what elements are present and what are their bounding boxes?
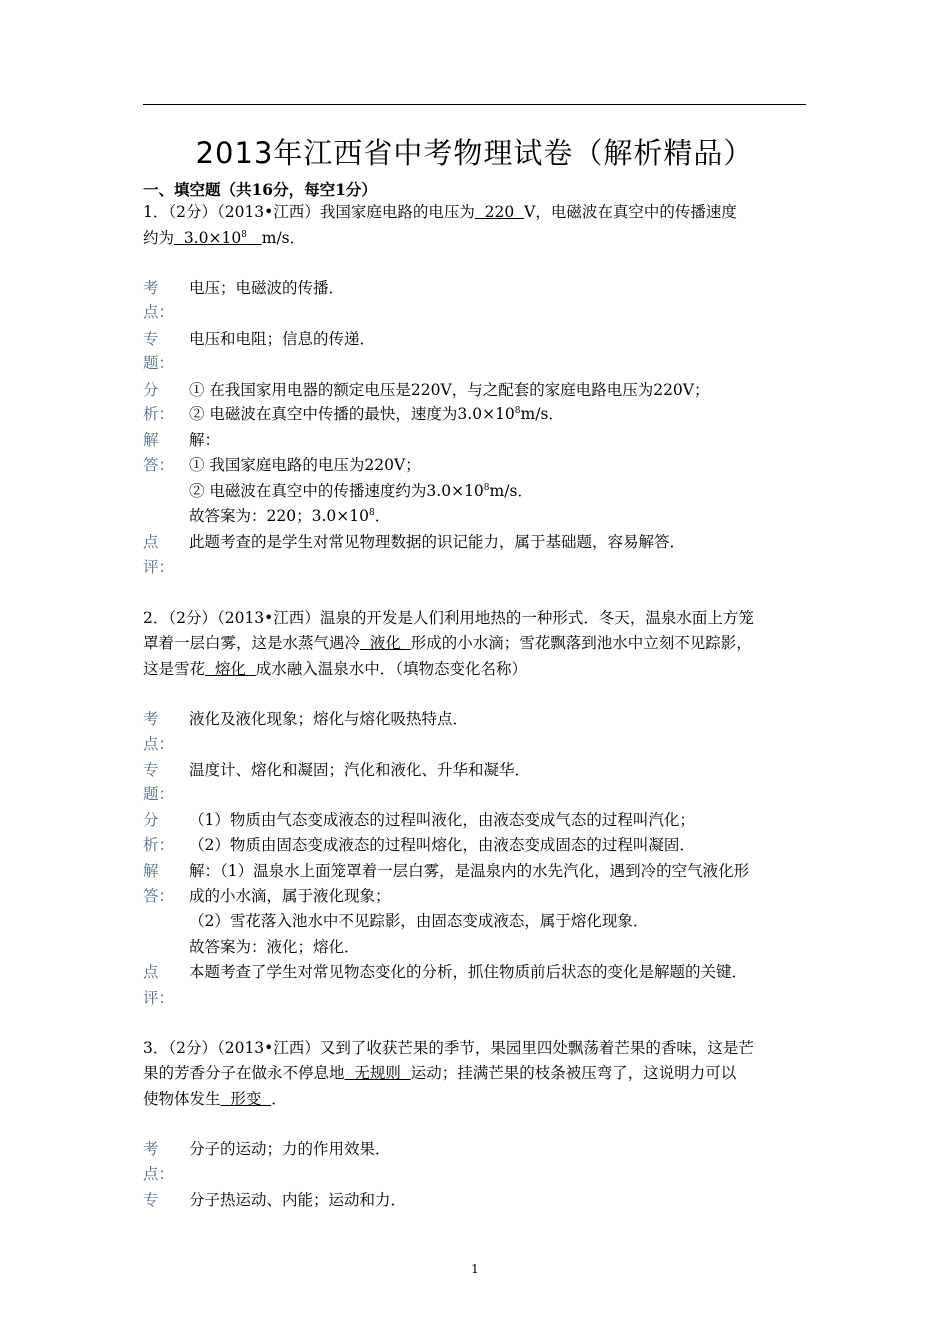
q2-answer-2: 熔化	[205, 660, 256, 678]
q2-kaodian: 液化及液化现象；熔化与熔化吸热特点．	[189, 710, 469, 728]
q2-label-jie: 解	[143, 862, 159, 880]
q2-stem-line2: 罩着一层白雾，这是水蒸气遇冷 液化 形成的小水滴；雪花飘落到池水中立刻不见踪影，	[143, 634, 752, 652]
q2-label-zhuan: 专	[143, 761, 159, 779]
q3-label-kao: 考	[143, 1140, 159, 1158]
q2-jieda-1: 解：（1）温泉水上面笼罩着一层白雾，是温泉内的水先汽化，遇到冷的空气液化形	[189, 862, 750, 880]
q1-label-dian: 点：	[143, 303, 175, 321]
q2-answer-1: 液化	[360, 634, 411, 652]
q1-stem-line2: 约为 $3.0\times 10^8$ m/s．	[143, 229, 306, 247]
q1-label-kao: 考	[143, 279, 159, 297]
q2-label-ti: 题：	[143, 785, 175, 803]
q2-jieda-2: 成的小水滴，属于液化现象；	[189, 887, 391, 905]
q2-zhuanti: 温度计、熔化和凝固；汽化和液化、升华和凝华．	[189, 761, 531, 779]
q2-stem-line1: 2．（2分）（2013•江西）温泉的开发是人们利用地热的一种形式．冬天，温泉水面上方笼	[143, 609, 754, 627]
q1-kaodian: 电压；电磁波的传播．	[189, 279, 345, 297]
q2-fenxi-2: （2）物质由固态变成液态的过程叫熔化，由液态变成固态的过程叫凝固．	[189, 836, 695, 854]
q1-jieda-2: ② 电磁波在真空中的传播速度约为$3.0\times 10^8m/s$．	[189, 482, 533, 500]
page-title: 2013年江西省中考物理试卷（解析精品）	[195, 136, 754, 170]
q2-dianping: 本题考查了学生对常见物态变化的分析，抓住物质前后状态的变化是解题的关键．	[189, 963, 748, 981]
q1-label-fen: 分	[143, 381, 159, 399]
q1-answer-1: 220	[474, 203, 525, 221]
q1-zhuanti: 电压和电阻；信息的传递．	[189, 330, 376, 348]
header-rule	[143, 104, 806, 105]
q2-jieda-4: 故答案为：液化；熔化．	[189, 938, 360, 956]
q3-kaodian: 分子的运动；力的作用效果．	[189, 1140, 391, 1158]
section-heading: 一、填空题（共16分，每空1分）	[143, 180, 377, 199]
q3-stem-line2: 果的芳香分子在做永不停息地 无规则 运动；挂满芒果的枝条被压弯了，这说明力可以	[143, 1064, 737, 1082]
q2-label-da: 答：	[143, 887, 175, 905]
q2-label-xi: 析：	[143, 836, 175, 854]
q1-jieda-1: ① 我国家庭电路的电压为220V；	[189, 456, 421, 474]
q1-fenxi-1: ① 在我国家用电器的额定电压是220V，与之配套的家庭电路电压为220V；	[189, 381, 710, 399]
q3-label-dian: 点：	[143, 1165, 175, 1183]
q1-fenxi-2: ② 电磁波在真空中传播的最快，速度为$3.0\times 10^8m/s$．	[189, 405, 564, 423]
q1-label-dianping2: 评：	[143, 558, 175, 576]
q2-label-dian: 点：	[143, 735, 175, 753]
q3-stem-line1: 3．（2分）（2013•江西）又到了收获芒果的季节，果园里四处飘荡着芒果的香味，这是芒	[143, 1039, 754, 1057]
q3-answer-2: 形变	[220, 1090, 272, 1108]
q1-label-da: 答：	[143, 456, 175, 474]
q1-label-jie: 解	[143, 431, 159, 449]
q3-zhuanti: 分子热运动、内能；运动和力．	[189, 1191, 407, 1209]
q1-dianping: 此题考查的是学生对常见物理数据的识记能力，属于基础题，容易解答．	[189, 533, 686, 551]
q1-label-dianping1: 点	[143, 533, 159, 551]
q2-jieda-3: （2）雪花落入池水中不见踪影，由固态变成液态，属于熔化现象．	[189, 912, 649, 930]
q2-label-fen: 分	[143, 811, 159, 829]
q1-jieda-3: 故答案为：220；$3.0\times 10^8$．	[189, 507, 391, 525]
q1-label-ti: 题：	[143, 354, 175, 372]
q2-label-dianping2: 评：	[143, 989, 175, 1007]
q1-jieda-0: 解：	[189, 431, 221, 449]
q2-stem-line3: 这是雪花 熔化 成水融入温泉水中．（填物态变化名称）	[143, 660, 527, 678]
q2-label-kao: 考	[143, 710, 159, 728]
q1-answer-2: $3.0\times 10^8$	[174, 229, 247, 247]
q1-label-zhuan: 专	[143, 330, 159, 348]
q3-label-zhuan: 专	[143, 1191, 159, 1209]
q2-fenxi-1: （1）物质由气态变成液态的过程叫液化，由液态变成气态的过程叫汽化；	[189, 811, 695, 829]
q3-stem-line3: 使物体发生 形变 ．	[143, 1090, 287, 1108]
page-number: 1	[471, 1262, 479, 1276]
q3-answer-1: 无规则	[344, 1064, 411, 1082]
q1-label-xi: 析：	[143, 405, 175, 423]
q1-stem-line1: 1．（2分）（2013•江西）我国家庭电路的电压为 220 V，电磁波在真空中的传播速度	[143, 203, 737, 221]
q2-label-dianping1: 点	[143, 963, 159, 981]
